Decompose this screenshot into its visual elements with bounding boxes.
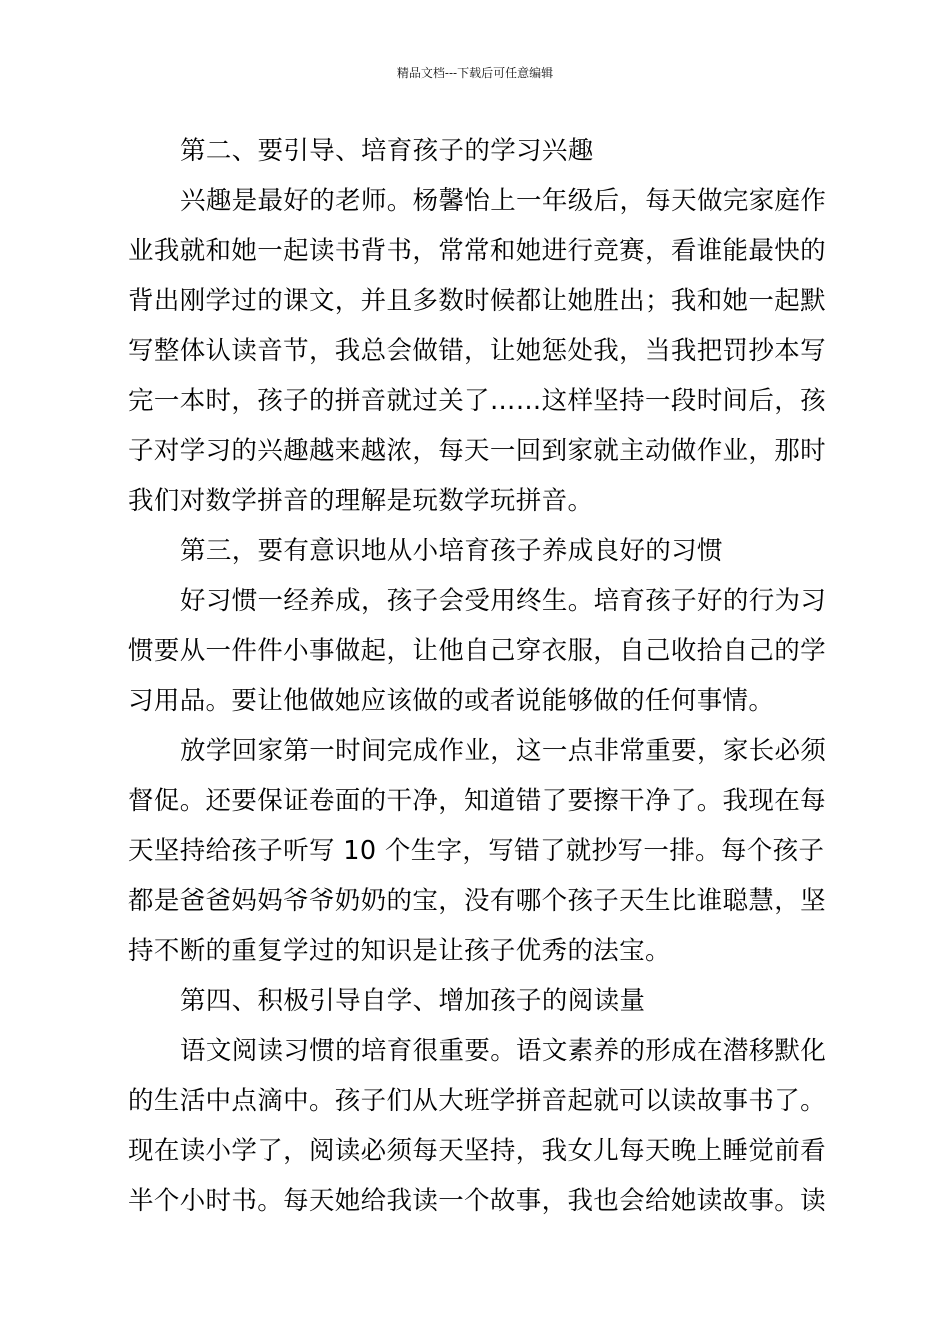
text-line: 子对学习的兴趣越来越浓，每天一回到家就主动做作业，那时: [128, 436, 826, 466]
text-line: 背出刚学过的课文，并且多数时候都让她胜出；我和她一起默: [128, 286, 826, 316]
text-line: 我们对数学拼音的理解是玩数学玩拼音。: [128, 486, 594, 516]
text-line: 第四、积极引导自学、增加孩子的阅读量: [180, 986, 646, 1016]
page-header: 精品文档---下载后可任意编辑: [396, 66, 554, 80]
paragraph-reading: [128, 1026, 827, 1226]
section-heading-4: [128, 976, 820, 1026]
text-line: 第三，要有意识地从小培育孩子养成良好的习惯: [180, 536, 723, 566]
text-line: 完一本时，孩子的拼音就过关了……这样坚持一段时间后，孩: [128, 386, 826, 416]
text-line: 的生活中点滴中。孩子们从大班学拼音起就可以读故事书了。: [128, 1086, 826, 1116]
text-line: 都是爸爸妈妈爷爷奶奶的宝，没有哪个孩子天生比谁聪慧，坚: [128, 886, 826, 916]
text-line: 放学回家第一时间完成作业，这一点非常重要，家长必须: [180, 736, 827, 766]
paragraph-interest: [128, 176, 827, 526]
section-heading-2: [128, 126, 820, 176]
text-line: 写整体认读音节，我总会做错，让她惩处我，当我把罚抄本写: [128, 336, 826, 366]
text-line: 持不断的重复学过的知识是让孩子优秀的法宝。: [128, 936, 671, 966]
section-heading-3: [128, 526, 820, 576]
text-line: 语文阅读习惯的培育很重要。语文素养的形成在潜移默化: [180, 1036, 827, 1066]
text-line: 第二、要引导、培育孩子的学习兴趣: [180, 136, 594, 166]
paragraph-habits: [128, 576, 827, 726]
text-line: 天坚持给孩子听写 10 个生字，写错了就抄写一排。每个孩子: [128, 836, 825, 866]
text-line: 习用品。要让他做她应该做的或者说能够做的任何事情。: [128, 686, 775, 716]
text-line: 督促。还要保证卷面的干净，知道错了要擦干净了。我现在每: [128, 786, 826, 816]
text-line: 兴趣是最好的老师。杨馨怡上一年级后，每天做完家庭作: [180, 186, 827, 216]
text-line: 业我就和她一起读书背书，常常和她进行竞赛，看谁能最快的: [128, 236, 826, 266]
text-line: 好习惯一经养成，孩子会受用终生。培育孩子好的行为习: [180, 586, 827, 616]
text-line: 惯要从一件件小事做起，让他自己穿衣服，自己收拾自己的学: [128, 636, 826, 666]
paragraph-homework: [128, 726, 827, 976]
text-line: 现在读小学了，阅读必须每天坚持，我女儿每天晚上睡觉前看: [128, 1136, 826, 1166]
text-line: 半个小时书。每天她给我读一个故事，我也会给她读故事。读: [128, 1186, 826, 1216]
document-body: [128, 126, 827, 1226]
